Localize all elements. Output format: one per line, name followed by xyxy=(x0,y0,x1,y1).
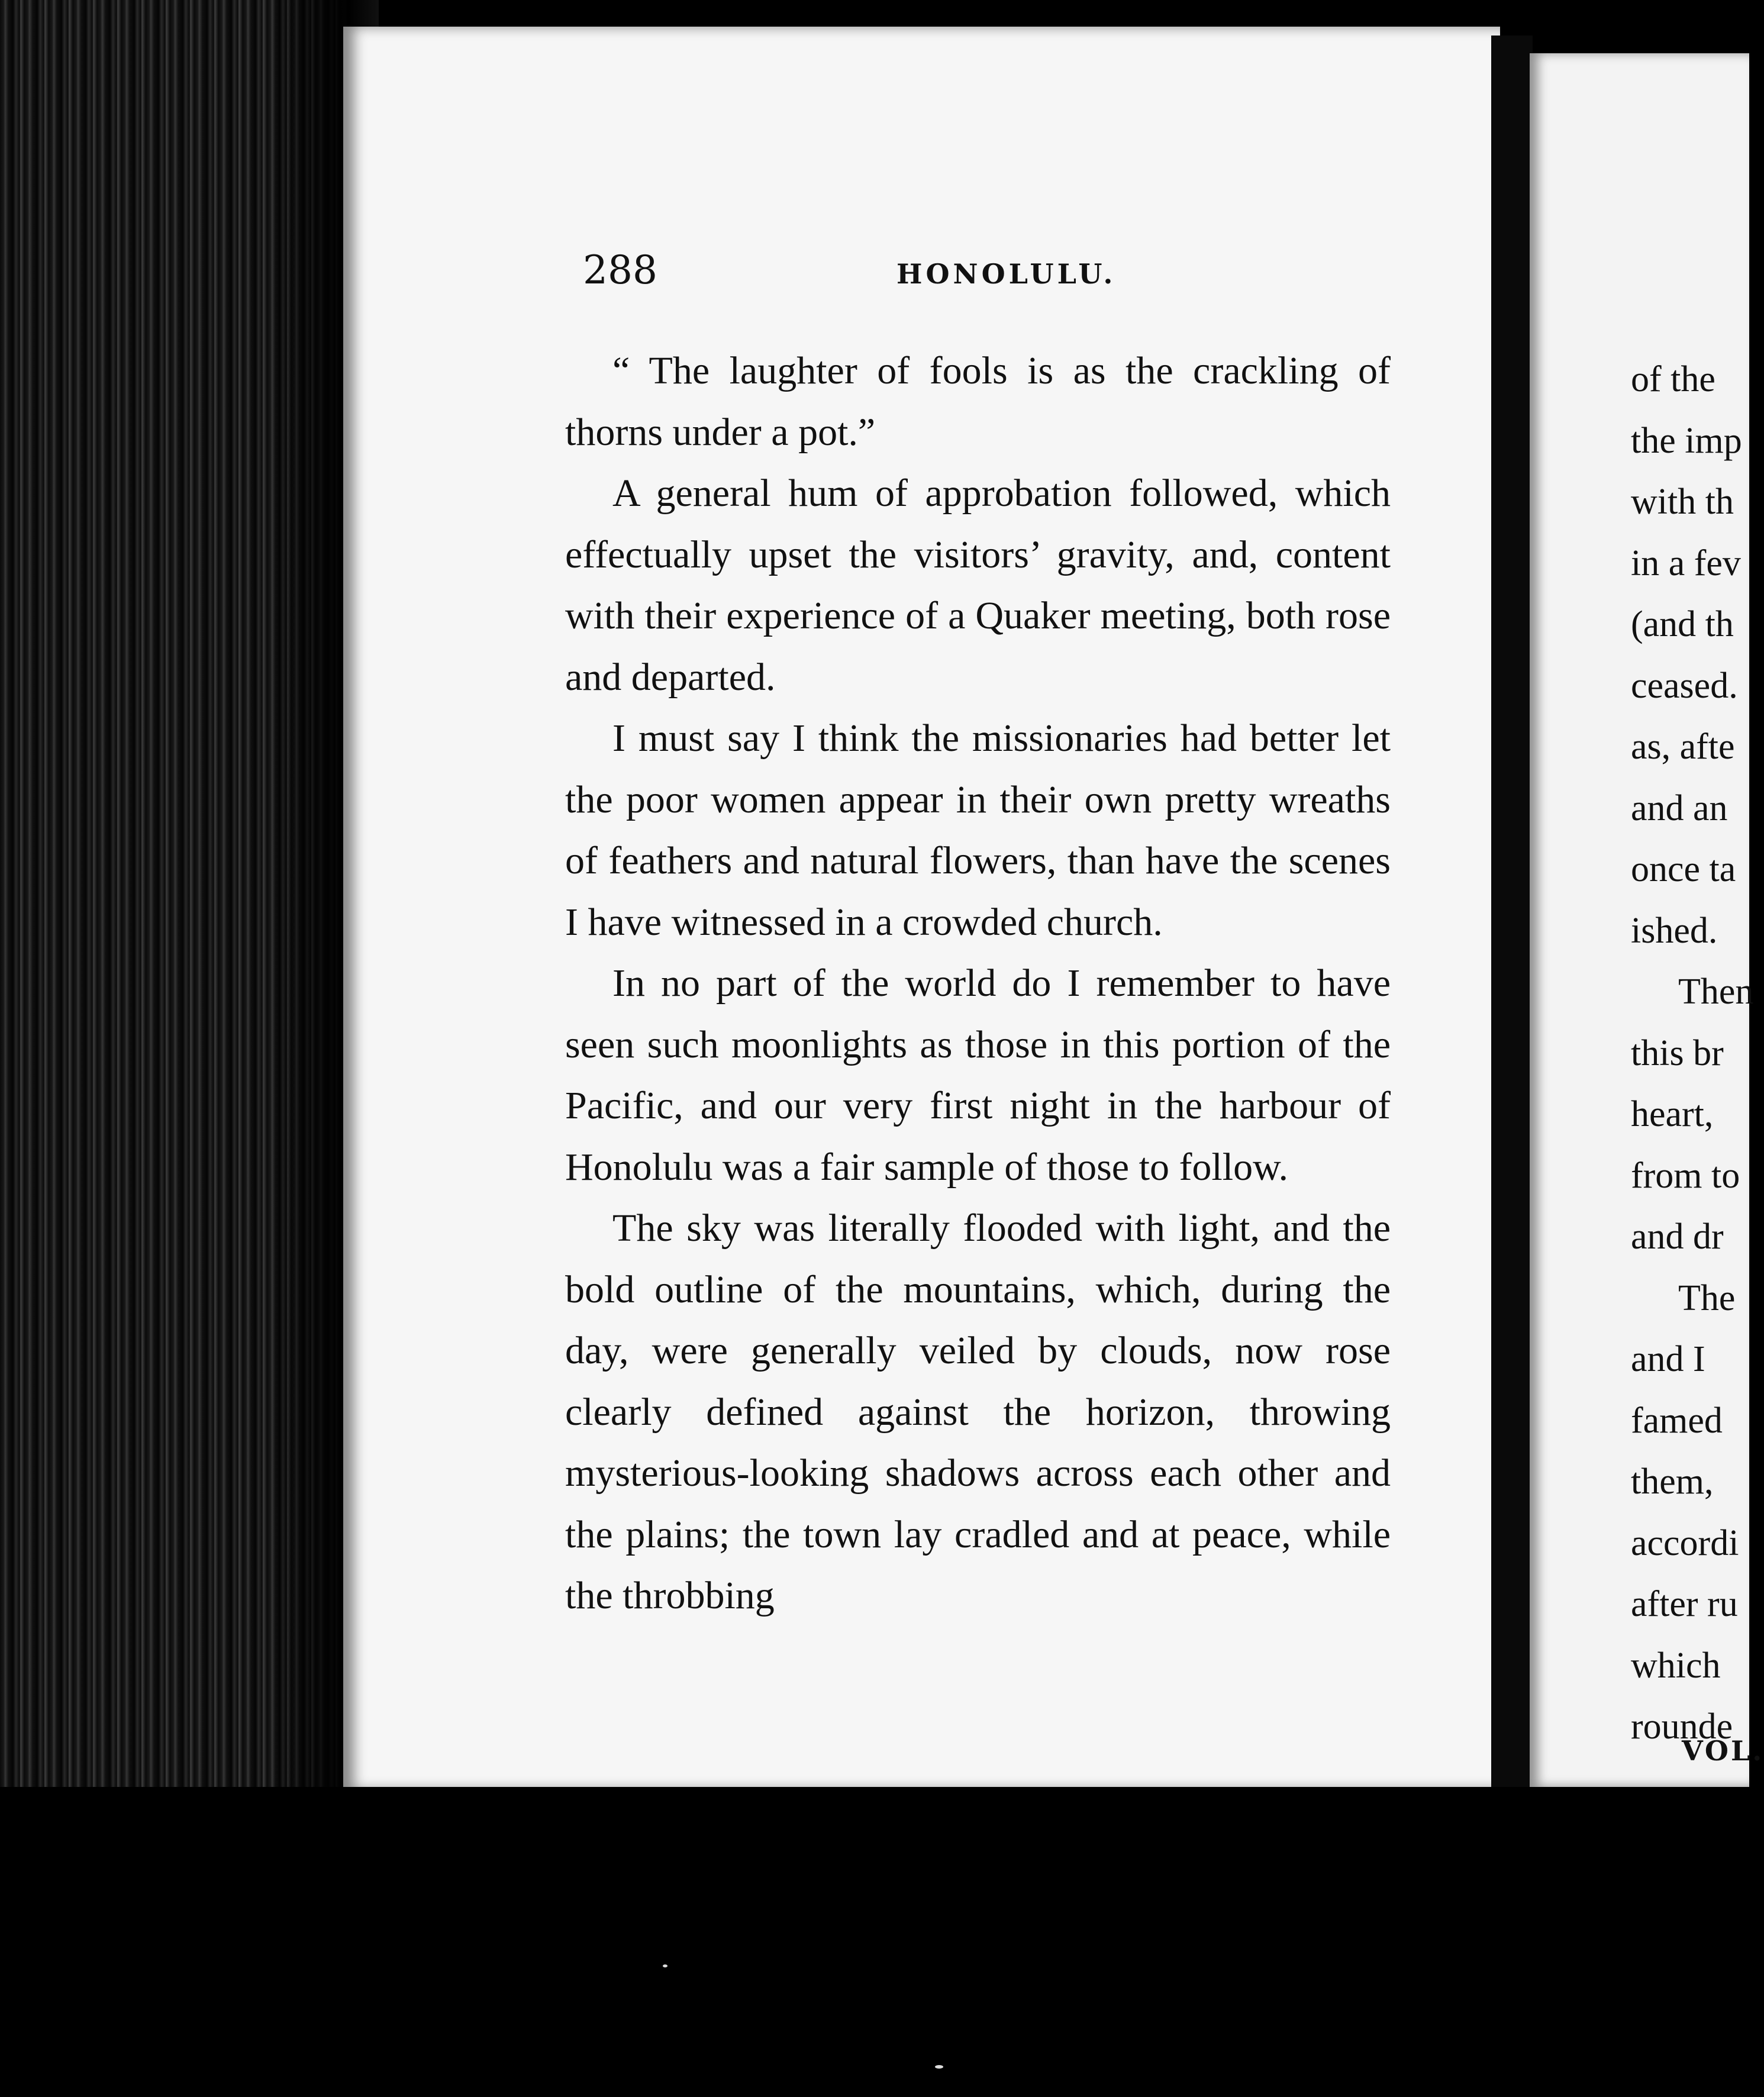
paragraph: I must say I think the missionaries had better let the poor women appear in their own pretty wreaths of feathers and natural flowers, than have the scenes I have witnessed in a crowded church. xyxy=(565,717,1391,944)
facing-line: ceased. xyxy=(1631,665,1738,706)
paragraph: In no part of the world do I remember to have seen such moonlights as those in this portion of the Pacific, and our very first night in the harbour of Honolulu was a fair sample of those to follow. xyxy=(565,962,1391,1189)
facing-line: accordi xyxy=(1631,1522,1739,1563)
facing-line: as, afte xyxy=(1631,727,1735,767)
facing-line: in a fev xyxy=(1631,543,1741,583)
facing-line: them, xyxy=(1631,1462,1714,1502)
body-text xyxy=(565,340,1391,1627)
running-head: HONOLULU. xyxy=(896,258,1117,290)
facing-line: with th xyxy=(1631,482,1734,522)
page-header xyxy=(583,247,1399,295)
facing-line: rounde xyxy=(1631,1706,1733,1747)
facing-line: from to xyxy=(1631,1155,1740,1196)
facing-line: The xyxy=(1678,1277,1736,1318)
facing-line: Then xyxy=(1678,972,1754,1012)
facing-line: ished. xyxy=(1631,910,1718,951)
paragraph-quote: “ The laughter of fools is as the crackling of thorns under a pot.” xyxy=(565,349,1391,454)
facing-line: after ru xyxy=(1631,1584,1738,1624)
facing-line: (and th xyxy=(1631,604,1734,644)
paragraph: A general hum of approbation followed, which effectually upset the visitors’ gravity, and, content with their experience of a Quaker meeting, both rose and departed. xyxy=(565,472,1391,699)
facing-line: once ta xyxy=(1631,849,1736,889)
facing-line: and I xyxy=(1631,1339,1705,1379)
facing-line: and an xyxy=(1631,788,1728,828)
facing-line: famed xyxy=(1631,1400,1723,1441)
facing-line: this br xyxy=(1631,1033,1724,1073)
facing-page-footer: VOL. xyxy=(1682,1735,1764,1767)
paragraph: The sky was literally flooded with light, and the bold outline of the mountains, which, during the day, were generally veiled by clouds, now rose clearly defined against the horizon, throwing mysterious-looking shadows across each other and the plains; the town lay cradled and at peace, while the throbbing xyxy=(565,1206,1391,1617)
scan-bottom-margin xyxy=(0,1787,1749,2097)
page-number: 288 xyxy=(583,247,657,293)
facing-line: of the xyxy=(1631,359,1715,399)
facing-line: and dr xyxy=(1631,1217,1724,1257)
facing-line: heart, xyxy=(1631,1094,1714,1134)
page-gutter xyxy=(1491,36,1533,1787)
facing-line: which xyxy=(1631,1645,1721,1686)
facing-page-text xyxy=(1631,349,1754,1758)
facing-line: the imp xyxy=(1631,420,1742,461)
